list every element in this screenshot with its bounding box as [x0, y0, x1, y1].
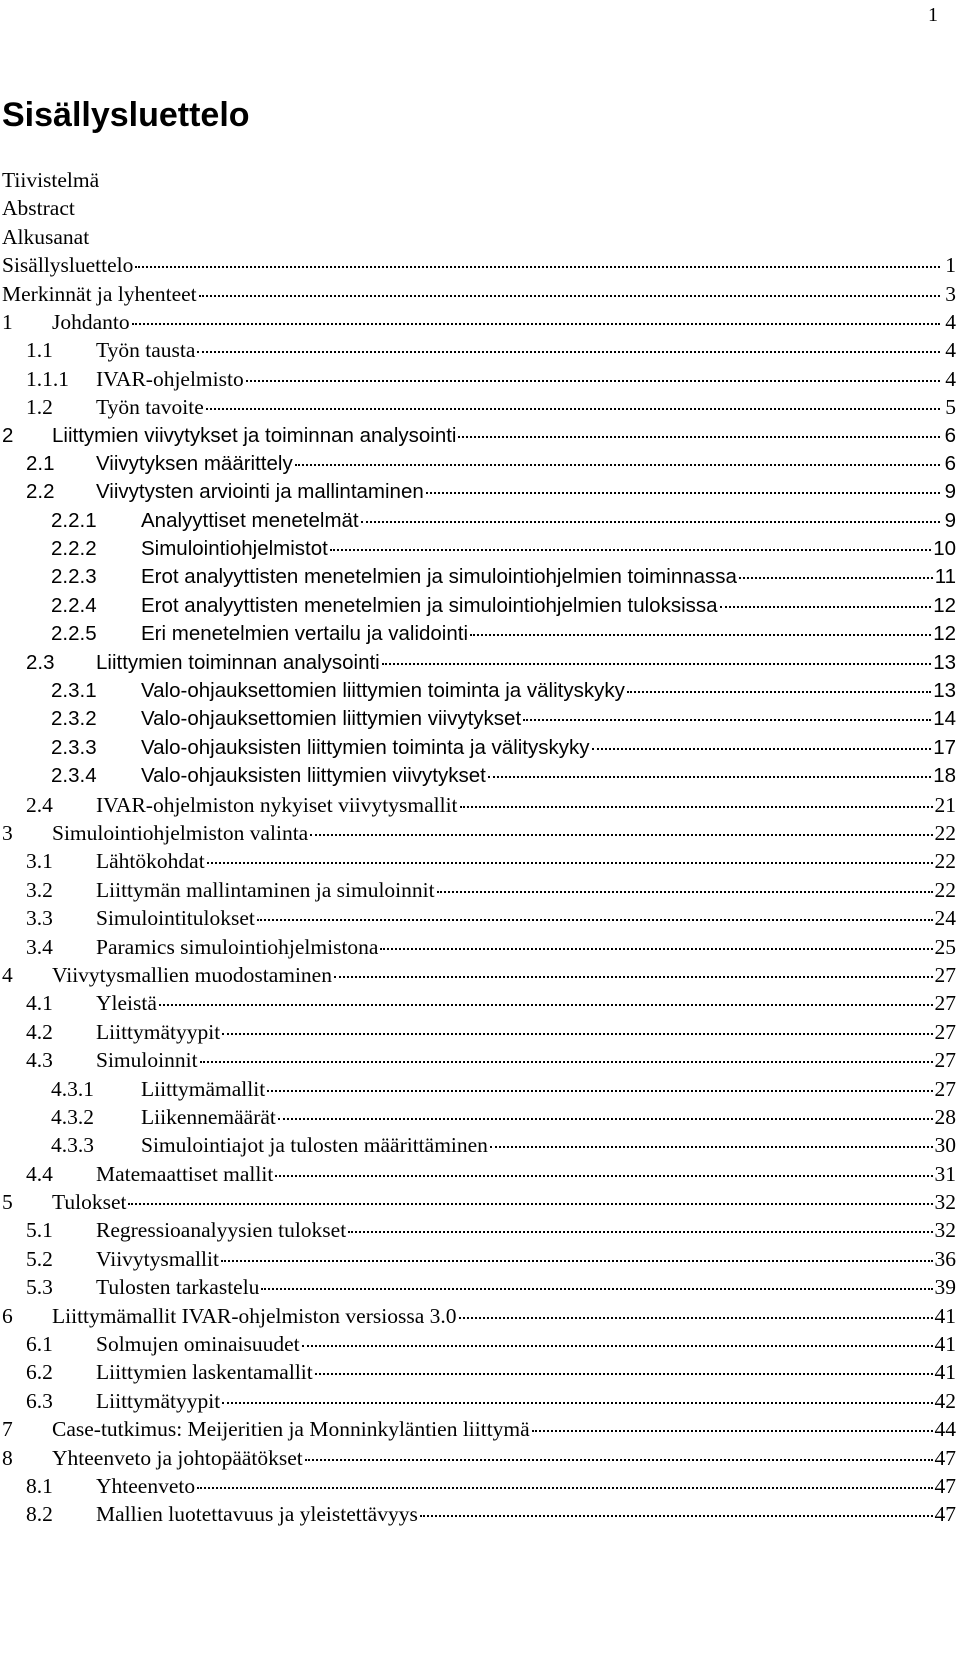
toc-entry[interactable]: [0, 734, 958, 762]
toc-entry-page: 22: [934, 877, 956, 902]
toc-dot-leader: [267, 1089, 932, 1092]
toc-entry-page: 31: [934, 1161, 956, 1186]
toc-dot-leader: [592, 747, 932, 750]
toc-entry-page: 13: [933, 650, 956, 674]
toc-entry[interactable]: [0, 1472, 958, 1500]
toc-entry-page: 18: [933, 764, 956, 788]
toc-dot-leader: [197, 1486, 932, 1489]
toc-dot-leader: [426, 491, 940, 494]
toc-entry-number: 8.1: [26, 1473, 53, 1498]
toc-dot-leader: [488, 775, 931, 778]
toc-entry-number: 5.2: [26, 1246, 53, 1271]
toc-entry-title: Mallien luotettavuus ja yleistettävyys: [96, 1502, 418, 1527]
toc-entry-title: IVAR-ohjelmisto: [96, 366, 244, 391]
toc-entry-page: 36: [934, 1246, 956, 1271]
toc-entry[interactable]: [0, 393, 958, 421]
toc-dot-leader: [459, 1316, 933, 1319]
toc-entry[interactable]: [0, 194, 958, 222]
toc-dot-leader: [470, 633, 931, 636]
toc-dot-leader: [460, 805, 933, 808]
toc-dot-leader: [257, 918, 933, 921]
toc-entry-page: 4: [945, 309, 956, 334]
toc-entry-page: 25: [934, 934, 956, 959]
toc-entry-number: 4.4: [26, 1161, 53, 1186]
toc-entry-number: 2.2.3: [51, 565, 97, 589]
toc-entry-number: 1.1.1: [26, 366, 69, 391]
toc-entry-page: 44: [934, 1417, 956, 1442]
toc-entry[interactable]: [0, 563, 958, 591]
toc-entry[interactable]: [0, 1245, 958, 1273]
toc-entry-page: 27: [934, 962, 956, 987]
toc-entry-number: 2.3.1: [51, 679, 97, 703]
toc-entry-title: IVAR-ohjelmiston nykyiset viivytysmallit: [96, 792, 458, 817]
toc-entry-page: 32: [934, 1190, 956, 1215]
toc-entry-number: 4.1: [26, 991, 53, 1016]
toc-entry-title: Simuloinnit: [96, 1048, 198, 1073]
toc-entry-title: Regressioanalyysien tulokset: [96, 1218, 347, 1243]
toc-entry-title: Tulokset: [52, 1190, 127, 1215]
toc-entry-title: Alkusanat: [2, 224, 90, 249]
toc-entry[interactable]: [0, 478, 958, 506]
toc-entry[interactable]: [0, 677, 958, 705]
toc-dot-leader: [420, 1514, 933, 1517]
toc-entry-title: Matemaattiset mallit: [96, 1161, 274, 1186]
toc-entry-title: Liittymätyypit: [96, 1388, 221, 1413]
toc-dot-leader: [315, 1372, 933, 1375]
toc-dot-leader: [197, 350, 940, 353]
toc-entry-number: 8: [2, 1445, 13, 1470]
toc-entry-number: 4.3.1: [51, 1076, 94, 1101]
toc-entry[interactable]: [0, 649, 958, 677]
toc-entry-title: Simulointiajot ja tulosten määrittäminen: [141, 1133, 488, 1158]
toc-dot-leader: [720, 605, 932, 608]
toc-entry[interactable]: [0, 1160, 958, 1188]
toc-entry-page: 28: [934, 1104, 956, 1129]
toc-entry-page: 27: [934, 1048, 956, 1073]
toc-dot-leader: [128, 1202, 932, 1205]
toc-dot-leader: [246, 379, 940, 382]
toc-entry[interactable]: [0, 365, 958, 393]
toc-entry[interactable]: [0, 876, 958, 904]
toc-entry-title: Analyyttiset menetelmät: [141, 508, 359, 532]
toc-dot-leader: [627, 690, 931, 693]
toc-entry[interactable]: [0, 1216, 958, 1244]
toc-entry[interactable]: [0, 251, 958, 279]
toc-entry[interactable]: [0, 933, 958, 961]
toc-dot-leader: [132, 322, 940, 325]
toc-dot-leader: [222, 1401, 932, 1404]
toc-entry-title: Liikennemäärät: [141, 1104, 276, 1129]
toc-entry-page: 47: [934, 1445, 956, 1470]
toc-entry-title: Sisällysluettelo: [2, 253, 134, 278]
toc-entry[interactable]: [0, 620, 958, 648]
toc-entry-title: Yhteenveto ja johtopäätökset: [52, 1445, 303, 1470]
toc-entry-page: 14: [933, 707, 956, 731]
toc-entry-number: 1: [2, 309, 13, 334]
toc-entry-number: 4.3: [26, 1048, 53, 1073]
toc-entry[interactable]: [0, 1387, 958, 1415]
toc-entry-number: 2.2.5: [51, 622, 97, 646]
toc-entry[interactable]: [0, 1103, 958, 1131]
toc-entry-page: 27: [934, 1076, 956, 1101]
toc-entry-number: 7: [2, 1417, 13, 1442]
toc-dot-leader: [135, 265, 940, 268]
toc-dot-leader: [330, 548, 931, 551]
toc-entry-page: 4: [945, 338, 956, 363]
toc-entry-title: Viivytyksen määrittely: [96, 451, 293, 475]
toc-entry-number: 4.3.3: [51, 1133, 94, 1158]
toc-entry-number: 2.3: [26, 650, 55, 674]
toc-entry-page: 42: [934, 1388, 956, 1413]
toc-entry-page: 47: [934, 1502, 956, 1527]
toc-entry-page: 6: [944, 423, 956, 447]
toc-entry[interactable]: [0, 1046, 958, 1074]
toc-entry-number: 3.4: [26, 934, 53, 959]
toc-entry[interactable]: [0, 1500, 958, 1528]
toc-entry-number: 6.1: [26, 1332, 53, 1357]
toc-entry-title: Valo-ohjauksettomien liittymien toiminta ja välityskyky: [141, 679, 625, 703]
toc-entry-title: Simulointitulokset: [96, 906, 255, 931]
toc-entry-number: 2.3.2: [51, 707, 97, 731]
page-title: Sisällysluettelo: [2, 96, 250, 134]
toc-entry-number: 1.1: [26, 338, 53, 363]
toc-entry[interactable]: [0, 308, 958, 336]
toc-entry-number: 2.2.4: [51, 593, 97, 617]
toc-dot-leader: [159, 1003, 933, 1006]
toc-entry-number: 2.4: [26, 792, 53, 817]
toc-entry-page: 30: [934, 1133, 956, 1158]
toc-dot-leader: [458, 435, 940, 438]
toc-entry-number: 2.3.3: [51, 735, 97, 759]
toc-dot-leader: [437, 890, 933, 893]
toc-entry-number: 2: [2, 423, 14, 447]
toc-entry-page: 9: [944, 480, 956, 504]
toc-entry[interactable]: [0, 507, 958, 535]
toc-dot-leader: [310, 833, 932, 836]
toc-entry-number: 2.2.1: [51, 508, 97, 532]
toc-entry-title: Liittymämallit IVAR-ohjelmiston versiossa 3.0: [52, 1303, 457, 1328]
toc-entry[interactable]: [0, 847, 958, 875]
toc-entry-page: 17: [933, 735, 956, 759]
toc-dot-leader: [361, 520, 940, 523]
toc-entry-title: Viivytysten arviointi ja mallintaminen: [96, 480, 424, 504]
toc-entry-title: Paramics simulointiohjelmistona: [96, 934, 379, 959]
toc-entry-number: 2.3.4: [51, 764, 97, 788]
toc-entry[interactable]: [0, 1273, 958, 1301]
toc-dot-leader: [295, 463, 940, 466]
toc-entry-title: Valo-ohjauksisten liittymien toiminta ja välityskyky: [141, 735, 590, 759]
toc-entry-page: 11: [934, 565, 956, 589]
table-of-contents: [0, 166, 958, 1529]
toc-entry[interactable]: [0, 819, 958, 847]
toc-entry-page: 41: [934, 1332, 956, 1357]
toc-entry[interactable]: [0, 1330, 958, 1358]
toc-dot-leader: [380, 947, 932, 950]
toc-dot-leader: [334, 975, 933, 978]
toc-entry-number: 1.2: [26, 395, 53, 420]
toc-entry[interactable]: [0, 422, 958, 450]
page-number: 1: [928, 4, 938, 26]
toc-entry-title: Merkinnät ja lyhenteet: [2, 281, 197, 306]
toc-dot-leader: [532, 1429, 933, 1432]
toc-dot-leader: [302, 1344, 933, 1347]
toc-entry-page: 5: [945, 395, 956, 420]
toc-entry-page: 24: [934, 906, 956, 931]
toc-entry[interactable]: [0, 166, 958, 194]
toc-entry[interactable]: [0, 280, 958, 308]
toc-entry-page: 27: [934, 1019, 956, 1044]
toc-entry-number: 3.3: [26, 906, 53, 931]
toc-entry-page: 6: [944, 451, 956, 475]
toc-entry-page: 22: [934, 849, 956, 874]
toc-entry-page: 1: [945, 253, 956, 278]
toc-dot-leader: [222, 1032, 932, 1035]
toc-entry[interactable]: [0, 1188, 958, 1216]
toc-entry-number: 4.3.2: [51, 1104, 94, 1129]
toc-entry-number: 6.2: [26, 1360, 53, 1385]
toc-entry-title: Työn tavoite: [96, 395, 204, 420]
toc-entry-title: Valo-ohjauksisten liittymien viivytykset: [141, 764, 486, 788]
toc-dot-leader: [348, 1230, 932, 1233]
toc-dot-leader: [207, 861, 933, 864]
toc-entry[interactable]: [0, 961, 958, 989]
toc-entry-title: Eri menetelmien vertailu ja validointi: [141, 622, 469, 646]
toc-entry-page: 22: [934, 820, 956, 845]
toc-entry[interactable]: [0, 791, 958, 819]
toc-entry[interactable]: [0, 1131, 958, 1159]
toc-entry[interactable]: [0, 1358, 958, 1386]
toc-entry[interactable]: [0, 223, 958, 251]
toc-dot-leader: [739, 576, 933, 579]
toc-entry[interactable]: [0, 1302, 958, 1330]
toc-entry-page: 21: [934, 792, 956, 817]
toc-entry-page: 13: [933, 679, 956, 703]
toc-entry[interactable]: [0, 989, 958, 1017]
toc-entry[interactable]: [0, 904, 958, 932]
toc-dot-leader: [261, 1287, 932, 1290]
toc-entry[interactable]: [0, 705, 958, 733]
toc-entry-page: 27: [934, 991, 956, 1016]
toc-entry-title: Simulointiohjelmistot: [141, 537, 328, 561]
toc-dot-leader: [523, 718, 931, 721]
toc-entry-page: 41: [934, 1360, 956, 1385]
toc-entry-title: Lähtökohdat: [96, 849, 205, 874]
toc-entry-page: 12: [933, 622, 956, 646]
toc-dot-leader: [382, 662, 931, 665]
toc-entry-number: 8.2: [26, 1502, 53, 1527]
toc-dot-leader: [221, 1259, 933, 1262]
toc-entry-number: 6.3: [26, 1388, 53, 1413]
toc-entry-title: Liittymien toiminnan analysointi: [96, 650, 380, 674]
toc-entry-number: 2.2: [26, 480, 55, 504]
toc-entry[interactable]: [0, 535, 958, 563]
toc-entry-title: Tulosten tarkastelu: [96, 1275, 260, 1300]
toc-entry-number: 5: [2, 1190, 13, 1215]
toc-entry-page: 3: [945, 281, 956, 306]
toc-entry-page: 41: [934, 1303, 956, 1328]
toc-entry-number: 3: [2, 820, 13, 845]
toc-entry-title: Solmujen ominaisuudet: [96, 1332, 300, 1357]
toc-entry-title: Case-tutkimus: Meijeritien ja Monninkyläntien liittymä: [52, 1417, 530, 1442]
toc-dot-leader: [206, 407, 940, 410]
toc-entry-title: Erot analyyttisten menetelmien ja simulointiohjelmien toiminnassa: [141, 565, 737, 589]
toc-entry-title: Simulointiohjelmiston valinta: [52, 820, 309, 845]
toc-entry-number: 2.1: [26, 451, 55, 475]
toc-entry-number: 6: [2, 1303, 13, 1328]
toc-dot-leader: [490, 1145, 933, 1148]
toc-entry-title: Abstract: [2, 196, 75, 221]
toc-entry-title: Valo-ohjauksettomien liittymien viivytykset: [141, 707, 522, 731]
toc-entry-number: 3.1: [26, 849, 53, 874]
toc-entry-title: Liittymätyypit: [96, 1019, 221, 1044]
toc-dot-leader: [275, 1174, 932, 1177]
toc-entry-page: 4: [945, 366, 956, 391]
toc-dot-leader: [305, 1458, 933, 1461]
toc-entry-page: 10: [933, 537, 956, 561]
toc-entry-title: Liittymän mallintaminen ja simuloinnit: [96, 877, 435, 902]
toc-entry-title: Johdanto: [52, 309, 130, 334]
toc-entry-title: Viivytysmallien muodostaminen: [52, 962, 332, 987]
toc-entry-number: 2.2.2: [51, 537, 97, 561]
toc-entry-number: 3.2: [26, 877, 53, 902]
toc-entry[interactable]: [0, 762, 958, 790]
toc-entry-number: 4.2: [26, 1019, 53, 1044]
toc-entry[interactable]: [0, 450, 958, 478]
toc-entry[interactable]: [0, 1075, 958, 1103]
toc-entry-title: Viivytysmallit: [96, 1246, 219, 1271]
toc-entry[interactable]: [0, 336, 958, 364]
toc-entry-page: 32: [934, 1218, 956, 1243]
toc-dot-leader: [200, 1060, 933, 1063]
toc-entry[interactable]: [0, 592, 958, 620]
toc-dot-leader: [278, 1117, 933, 1120]
toc-entry[interactable]: [0, 1018, 958, 1046]
toc-entry-title: Yleistä: [96, 991, 157, 1016]
toc-entry-page: 47: [934, 1473, 956, 1498]
toc-entry[interactable]: [0, 1415, 958, 1443]
toc-entry-page: 39: [934, 1275, 956, 1300]
toc-entry-title: Liittymien laskentamallit: [96, 1360, 313, 1385]
toc-dot-leader: [199, 294, 940, 297]
toc-entry-title: Liittymämallit: [141, 1076, 266, 1101]
toc-entry[interactable]: [0, 1444, 958, 1472]
toc-entry-title: Erot analyyttisten menetelmien ja simulointiohjelmien tuloksissa: [141, 593, 718, 617]
toc-entry-title: Liittymien viivytykset ja toiminnan analysointi: [52, 423, 457, 447]
toc-entry-number: 5.3: [26, 1275, 53, 1300]
toc-entry-page: 9: [944, 508, 956, 532]
toc-entry-number: 4: [2, 962, 13, 987]
toc-entry-title: Tiivistelmä: [2, 168, 100, 192]
toc-entry-page: 12: [933, 593, 956, 617]
toc-entry-number: 5.1: [26, 1218, 53, 1243]
toc-entry-title: Työn tausta: [96, 338, 196, 363]
toc-entry-title: Yhteenveto: [96, 1473, 196, 1498]
